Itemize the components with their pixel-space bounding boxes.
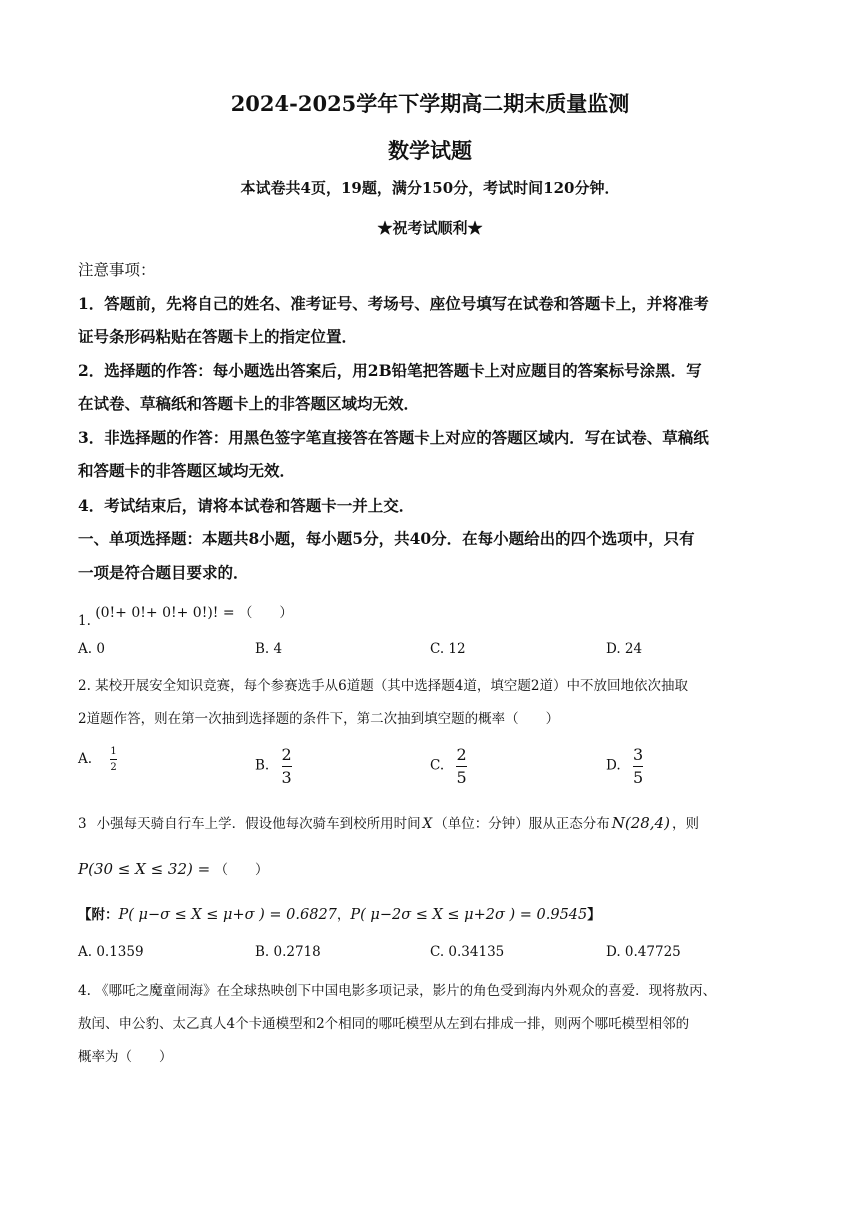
q1-option-a: A. 0 bbox=[78, 641, 105, 657]
fraction-numerator: 2 bbox=[456, 745, 467, 764]
notice-item-3: 3．非选择题的作答：用黑色签字笔直接答在答题卡上对应的答题区域内．写在试卷、草稿纸 bbox=[78, 428, 709, 447]
question-3-line-2 bbox=[78, 858, 269, 878]
q2-option-c-label: C. bbox=[430, 757, 445, 774]
question-2-line-2: 2道题作答，则在第一次抽到选择题的条件下，第二次抽到填空题的概率（ ） bbox=[78, 711, 560, 727]
fraction-denominator: 3 bbox=[281, 767, 292, 787]
question-1-expression: (0!+ 0!+ 0!+ 0!)! = bbox=[95, 605, 235, 621]
q2-option-d-fraction bbox=[633, 746, 643, 786]
q2-option-c-fraction bbox=[456, 746, 466, 786]
question-1-number: 1. bbox=[78, 613, 91, 629]
appendix-separator: ， bbox=[336, 907, 351, 923]
appendix-close: 】 bbox=[587, 907, 601, 923]
q3-option-c: C. 0.34135 bbox=[430, 944, 505, 960]
question-2-line-1: 2. 某校开展安全知识竞赛，每个参赛选手从6道题（其中选择题4道，填空题2道）中不放回地依次抽取 bbox=[78, 678, 688, 694]
question-3-var-x: X bbox=[422, 816, 433, 832]
question-3-text-c: ，则 bbox=[671, 816, 699, 832]
notice-item-2-cont: 在试卷、草稿纸和答题卡上的非答题区域均无效． bbox=[78, 394, 420, 413]
fraction-numerator: 2 bbox=[281, 745, 292, 764]
section-heading: 一、单项选择题：本题共8小题，每小题5分，共40分．在每小题给出的四个选项中，只有 bbox=[78, 529, 695, 548]
appendix-formula-2: P( μ−2σ ≤ X ≤ μ+2σ ) = 0.9545 bbox=[350, 907, 588, 923]
question-3-appendix bbox=[78, 903, 601, 923]
q2-option-b-label: B. bbox=[255, 757, 270, 774]
q2-option-a bbox=[78, 746, 117, 773]
q2-option-b-fraction bbox=[282, 746, 292, 786]
q2-option-a-fraction bbox=[110, 746, 116, 773]
fraction-numerator: 1 bbox=[110, 746, 117, 757]
question-4-line-1: 4. 《哪吒之魔童闹海》在全球热映创下中国电影多项记录，影片的角色受到海内外观众的喜爱．现将敖丙、 bbox=[78, 983, 717, 999]
question-3-text-a: 小强每天骑自行车上学．假设他每次骑车到校所用时间 bbox=[96, 816, 421, 832]
question-1 bbox=[78, 601, 293, 629]
q1-option-d: D. 24 bbox=[606, 641, 643, 657]
notice-item-2: 2．选择题的作答：每小题选出答案后，用2B铅笔把答题卡上对应题目的答案标号涂黑．写 bbox=[78, 361, 702, 380]
q2-option-c bbox=[430, 746, 467, 786]
q3-option-b: B. 0.2718 bbox=[255, 944, 321, 960]
question-3-text-b: （单位：分钟）服从正态分布 bbox=[434, 816, 610, 832]
question-1-paren: （ ） bbox=[238, 605, 293, 621]
notice-heading: 注意事项： bbox=[78, 261, 156, 279]
fraction-bar bbox=[110, 759, 116, 760]
q3-option-d: D. 0.47725 bbox=[606, 944, 681, 960]
notice-item-1-cont: 证号条形码粘贴在答题卡上的指定位置． bbox=[78, 327, 358, 346]
question-3-paren: （ ） bbox=[214, 862, 269, 878]
exam-title: 2024-2025学年下学期高二期末质量监测 bbox=[230, 91, 630, 116]
fraction-bar bbox=[282, 766, 292, 767]
fraction-denominator: 5 bbox=[456, 767, 467, 787]
question-4-line-2: 敖闰、申公豹、太乙真人4个卡通模型和2个相同的哪吒模型从左到右排成一排，则两个哪吒模型相邻的 bbox=[78, 1016, 690, 1032]
appendix-open: 【附： bbox=[78, 907, 119, 923]
fraction-denominator: 2 bbox=[110, 762, 117, 773]
exam-subtitle: 数学试题 bbox=[388, 138, 472, 163]
exam-info: 本试卷共4页，19题，满分150分，考试时间120分钟． bbox=[240, 179, 620, 197]
fraction-bar bbox=[633, 766, 643, 767]
exam-wish: ★祝考试顺利★ bbox=[377, 219, 483, 237]
section-heading-cont: 一项是符合题目要求的． bbox=[78, 563, 249, 582]
question-3-distribution: N(28,4) bbox=[611, 814, 670, 832]
q2-option-d-label: D. bbox=[606, 757, 621, 774]
appendix-formula-1: P( μ−σ ≤ X ≤ μ+σ ) = 0.6827 bbox=[118, 907, 337, 923]
question-3-number: 3 bbox=[78, 816, 87, 832]
q2-option-a-label: A. bbox=[78, 751, 93, 767]
fraction-bar bbox=[456, 766, 466, 767]
q1-option-b: B. 4 bbox=[255, 641, 283, 657]
fraction-denominator: 5 bbox=[632, 767, 644, 787]
q2-option-b bbox=[255, 746, 292, 786]
notice-item-3-cont: 和答题卡的非答题区域均无效． bbox=[78, 461, 296, 480]
notice-item-1: 1．答题前，先将自己的姓名、准考证号、考场号、座位号填写在试卷和答题卡上，并将准考 bbox=[78, 294, 709, 313]
question-4-line-3: 概率为（ ） bbox=[78, 1049, 173, 1065]
q2-option-d bbox=[606, 746, 643, 786]
notice-item-4: 4．考试结束后，请将本试卷和答题卡一并上交． bbox=[78, 496, 415, 515]
fraction-numerator: 3 bbox=[632, 745, 644, 764]
q1-option-c: C. 12 bbox=[430, 641, 466, 657]
question-3-line-1 bbox=[78, 812, 699, 832]
question-3-probability: P(30 ≤ X ≤ 32) = bbox=[78, 860, 211, 878]
q3-option-a: A. 0.1359 bbox=[78, 944, 144, 960]
